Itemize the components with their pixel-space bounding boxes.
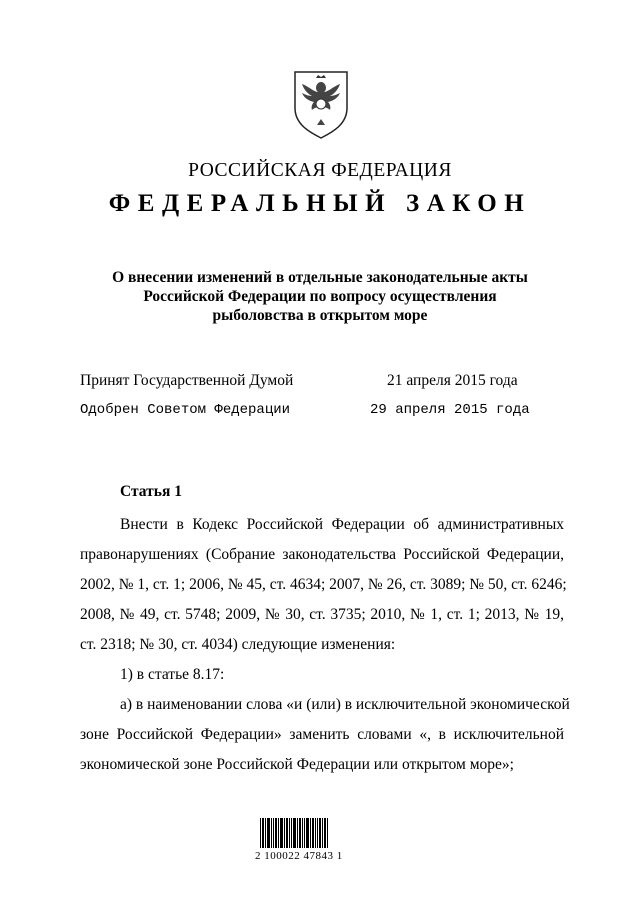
barcode-image — [260, 818, 330, 848]
subject-line: Российской Федерации по вопросу осуществления — [143, 288, 497, 305]
subject-line: О внесении изменений в отдельные законодательные акты — [112, 269, 528, 286]
document-type-word2: ЗАКОН — [406, 190, 532, 217]
coat-of-arms-emblem — [289, 68, 353, 140]
barcode-number: 2 100022 47843 1 — [255, 850, 343, 862]
country-name: РОССИЙСКАЯ ФЕДЕРАЦИЯ — [188, 160, 452, 181]
subitem-a-line: зоне Российской Федерации» заменить словами «, в исключительной — [80, 726, 564, 743]
paragraph-line: ст. 2318; № 30, ст. 4034) следующие изменения: — [80, 636, 396, 653]
paragraph-line: 2002, № 1, ст. 1; 2006, № 45, ст. 4634; 2007, № 26, ст. 3089; № 50, ст. 6246; — [80, 576, 567, 593]
council-approval-date: 29 апреля 2015 года — [370, 402, 530, 418]
document-type-word1: ФЕДЕРАЛЬНЫЙ — [108, 190, 393, 217]
duma-adoption-label: Принят Государственной Думой — [80, 372, 294, 389]
subitem-a-line: экономической зоне Российской Федерации или открытом море»; — [80, 756, 514, 773]
document-type — [0, 190, 640, 218]
item-1: 1) в статье 8.17: — [120, 666, 225, 683]
paragraph-line: 2008, № 49, ст. 5748; 2009, № 30, ст. 3735; 2010, № 1, ст. 1; 2013, № 19, — [80, 606, 564, 623]
article-paragraph — [80, 510, 570, 780]
article-title: Статья 1 — [120, 483, 182, 500]
duma-adoption-date: 21 апреля 2015 года — [387, 372, 518, 389]
paragraph-line: правонарушениях (Собрание законодательства Российской Федерации, — [80, 546, 564, 563]
council-approval-label: Одобрен Советом Федерации — [80, 402, 291, 418]
paragraph-line: Внести в Кодекс Российской Федерации об административных — [120, 516, 564, 533]
law-subject-title — [0, 268, 640, 325]
subitem-a-line: а) в наименовании слова «и (или) в исключительной экономической — [120, 696, 570, 713]
subject-line: рыболовства в открытом море — [212, 307, 428, 324]
